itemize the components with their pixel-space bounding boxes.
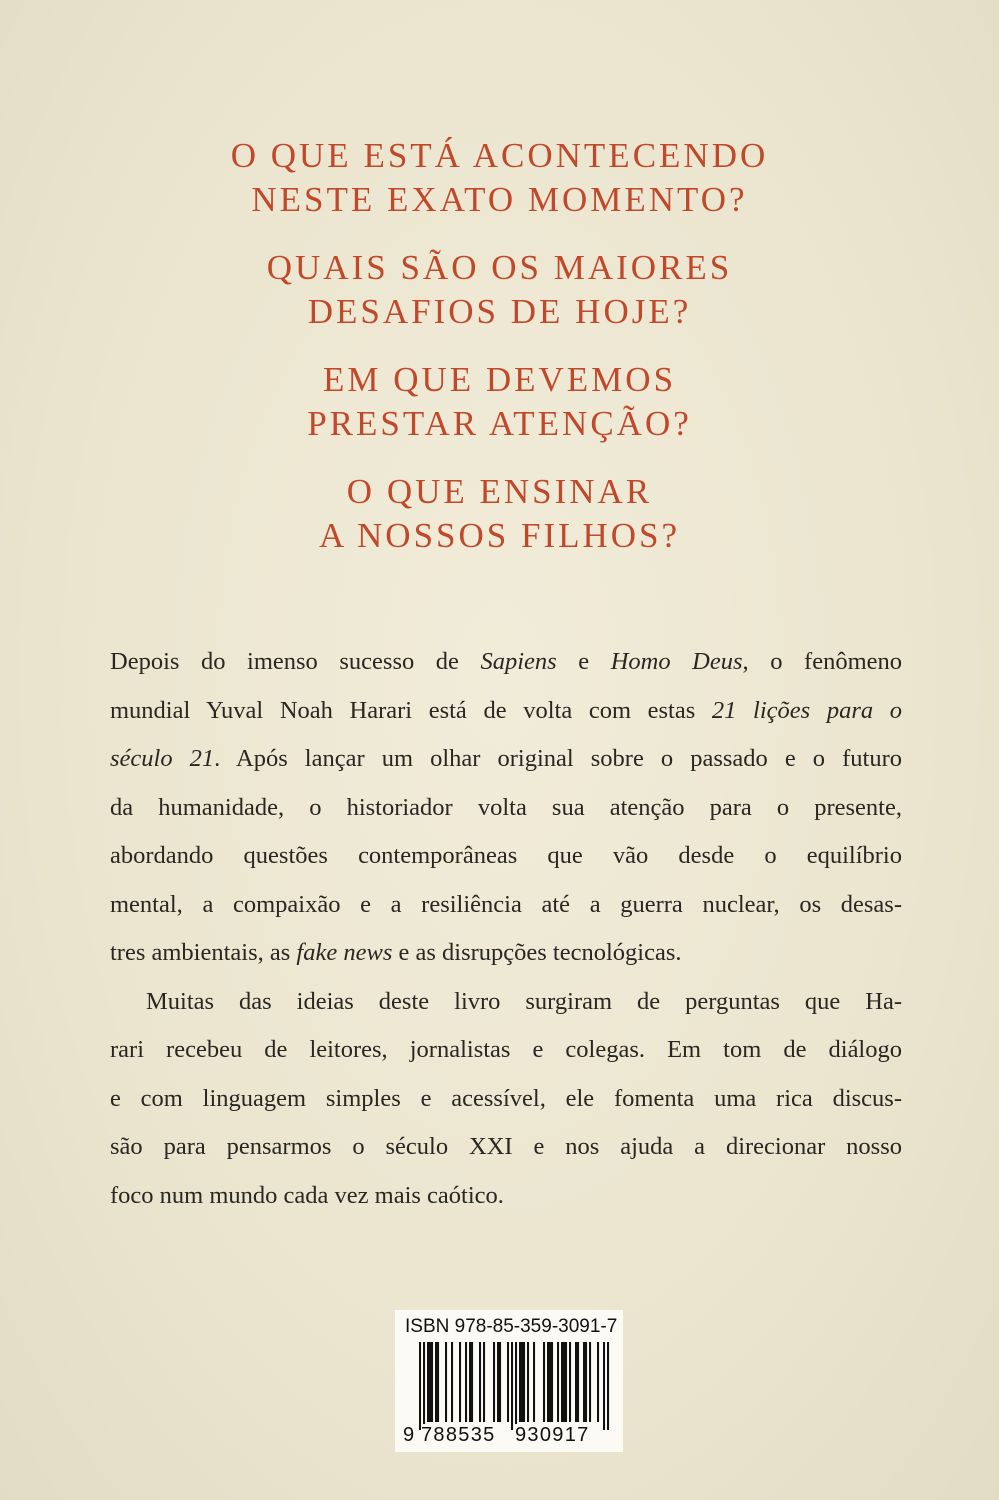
description-line: e com linguagem simples e acessível, ele fomenta uma rica discus- — [110, 1084, 902, 1112]
description-line — [110, 735, 902, 784]
barcode-bar — [557, 1342, 559, 1422]
barcode-bar — [429, 1342, 431, 1422]
barcode-bar — [563, 1342, 565, 1422]
ean-left-digits: 788535 — [421, 1424, 496, 1446]
question-line: O QUE ENSINAR — [346, 472, 653, 511]
emphasis-fake-news: fake news — [296, 939, 393, 966]
barcode-bar — [589, 1342, 591, 1422]
text-span: Depois do imenso sucesso de — [110, 648, 481, 675]
text-span: tres ambientais, as — [110, 939, 297, 966]
description-line — [110, 929, 902, 978]
description-line: Muitas das ideias deste livro surgiram de perguntas que Ha- — [146, 987, 902, 1015]
barcode-bar — [437, 1342, 439, 1422]
barcode-bar — [493, 1342, 495, 1422]
question-1 — [0, 134, 999, 222]
book-description — [110, 638, 902, 1220]
barcode-bar — [419, 1342, 421, 1430]
text-span: e as disrupções tecnológicas. — [392, 939, 682, 966]
barcode-bar — [603, 1342, 605, 1430]
description-line: da humanidade, o historiador volta sua atenção para o presente, — [110, 793, 902, 821]
description-line: foco num mundo cada vez mais caótico. — [110, 1181, 504, 1209]
barcode-bar — [451, 1342, 453, 1422]
book-title-21-licoes-cont: século 21 — [110, 745, 215, 772]
barcode-bar — [543, 1342, 545, 1422]
description-line — [110, 687, 902, 736]
description-line — [110, 638, 902, 687]
barcode-bar — [565, 1342, 567, 1422]
text-span: mundial Yuval Noah Harari está de volta com estas — [110, 696, 712, 724]
barcode-bar — [459, 1342, 461, 1422]
question-line: PRESTAR ATENÇÃO? — [307, 404, 692, 443]
text-span: , o fenômeno — [742, 648, 902, 675]
description-paragraph-2 — [110, 978, 902, 1221]
book-title-21-licoes: 21 lições para o — [711, 696, 902, 724]
text-span: . Após lançar um olhar original sobre o passado e o futuro — [214, 745, 903, 772]
barcode-bar — [483, 1342, 485, 1422]
barcode-bar — [547, 1342, 549, 1422]
barcode-bar — [577, 1342, 579, 1422]
text-span: e — [556, 648, 611, 675]
barcode-bar — [507, 1342, 509, 1422]
barcode-bar — [549, 1342, 551, 1422]
barcode-bar — [583, 1342, 585, 1422]
barcode-bar — [479, 1342, 481, 1422]
ean-right-digits: 930917 — [515, 1424, 590, 1446]
barcode-bar — [511, 1342, 513, 1430]
barcode-bar — [597, 1342, 599, 1422]
question-line: EM QUE DEVEMOS — [322, 360, 677, 399]
barcode-bar — [561, 1342, 563, 1422]
barcode-bar — [471, 1342, 473, 1422]
book-title-sapiens: Sapiens — [480, 648, 557, 675]
book-title-homo-deus: Homo Deus — [610, 648, 743, 675]
barcode-bar — [575, 1342, 577, 1422]
barcode-bar — [423, 1342, 425, 1430]
description-line: mental, a compaixão e a resiliência até a guerra nuclear, os desas- — [110, 890, 902, 918]
barcode-bar — [569, 1342, 571, 1422]
description-line: são para pensarmos o século XXI e nos ajuda a direcionar nosso — [110, 1133, 902, 1160]
isbn-barcode — [395, 1310, 623, 1452]
barcode-bar — [435, 1342, 437, 1422]
barcode-bar — [469, 1342, 471, 1422]
barcode-bar — [445, 1342, 447, 1422]
barcode-bar — [431, 1342, 433, 1422]
isbn-label: ISBN 978-85-359-3091-7 — [405, 1316, 618, 1337]
description-line: abordando questões contemporâneas que vão desde o equilíbrio — [110, 842, 902, 869]
question-3 — [0, 358, 999, 446]
barcode-bar — [523, 1342, 525, 1422]
barcode-bar — [497, 1342, 499, 1422]
barcode-bar — [427, 1342, 429, 1422]
question-line: O QUE ESTÁ ACONTECENDO — [230, 136, 769, 175]
question-2 — [0, 246, 999, 334]
question-line: QUAIS SÃO OS MAIORES — [266, 248, 733, 287]
barcode-bar — [607, 1342, 609, 1430]
barcode-bar — [585, 1342, 587, 1422]
barcode-bar — [519, 1342, 521, 1422]
description-paragraph-1 — [110, 638, 902, 978]
barcode-bar — [499, 1342, 501, 1422]
barcode-bar — [527, 1342, 529, 1422]
barcode-bar — [533, 1342, 535, 1422]
barcode-bar — [551, 1342, 553, 1422]
description-line: rari recebeu de leitores, jornalistas e colegas. Em tom de diálogo — [110, 1036, 902, 1063]
question-line: DESAFIOS DE HOJE? — [307, 292, 692, 331]
barcode-bars — [405, 1342, 611, 1430]
question-4 — [0, 470, 999, 558]
barcode-bar — [515, 1342, 517, 1430]
barcode-bar — [521, 1342, 523, 1422]
barcode-bar — [465, 1342, 467, 1422]
ean-first-digit: 9 — [403, 1424, 415, 1446]
question-line: A NOSSOS FILHOS? — [318, 516, 681, 555]
question-line: NESTE EXATO MOMENTO? — [251, 180, 748, 219]
question-list — [0, 134, 999, 582]
